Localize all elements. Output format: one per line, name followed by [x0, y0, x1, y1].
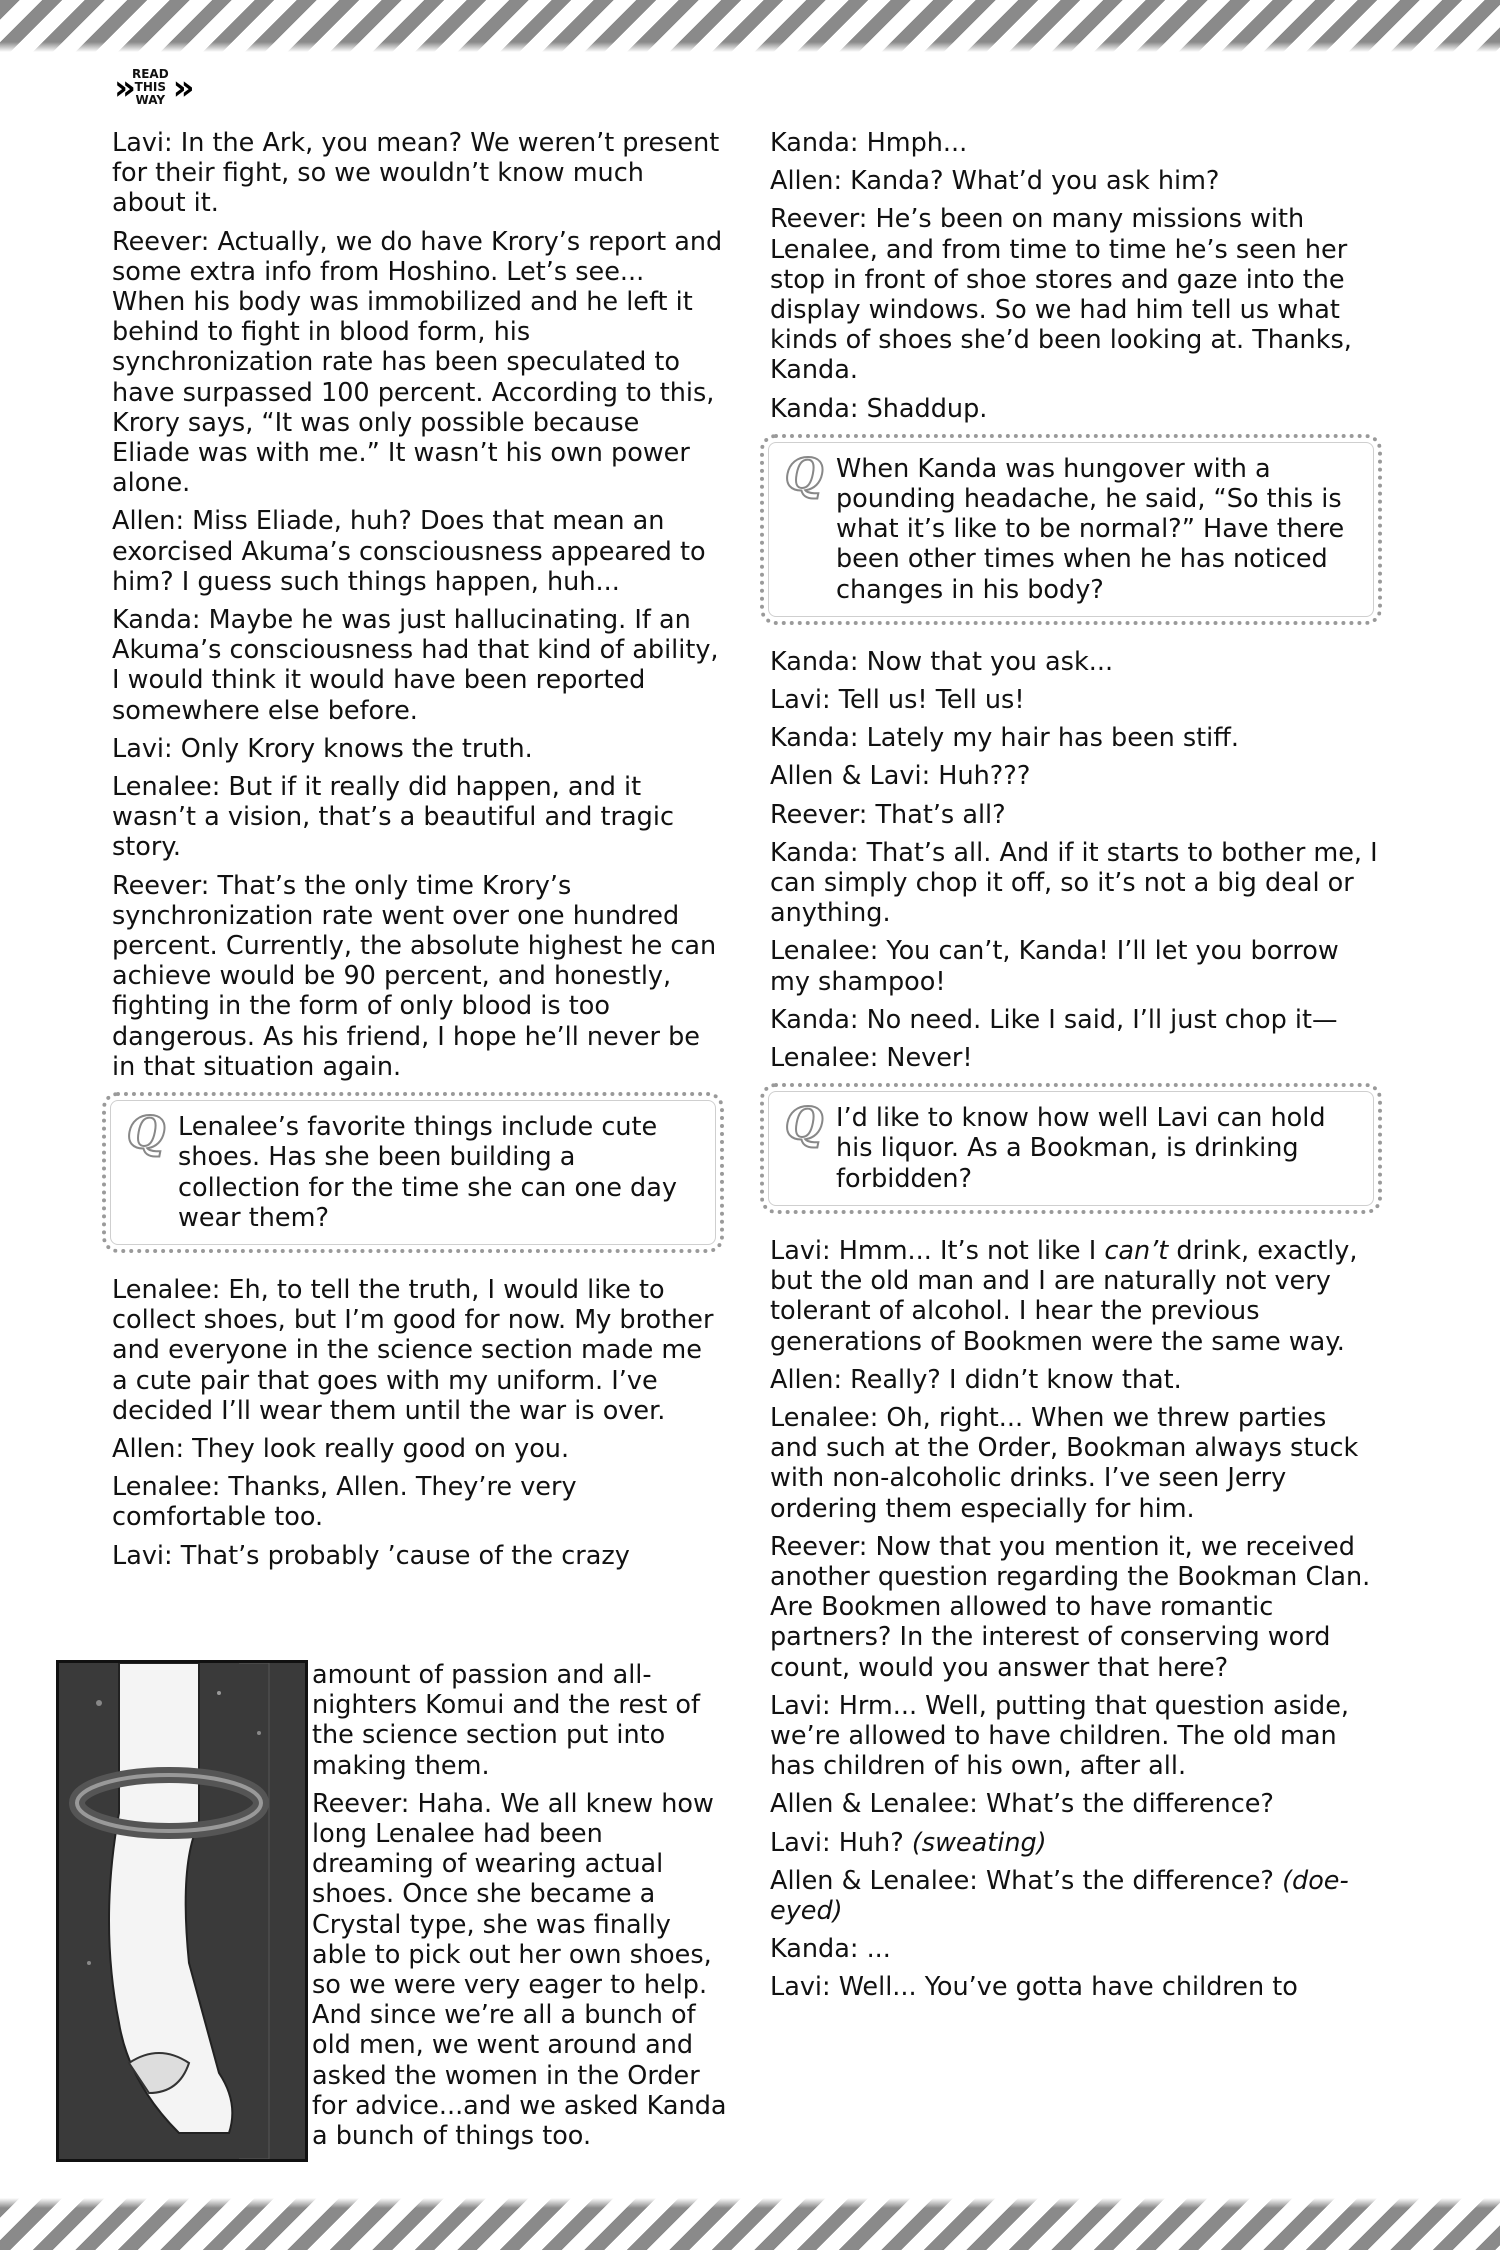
wrap-text-block — [312, 1660, 732, 2151]
shoe-illustration — [56, 1660, 308, 2162]
dialogue-line: Lavi: Hmm... It’s not like I can’t drink, exactly, but the old man and I are naturally not very tolerant of alcohol. I hear the previous generations of Bookmen were the same way. — [770, 1235, 1358, 1357]
dialogue-line: Lavi: Only Krory knows the truth. — [112, 733, 533, 764]
bottom-border-stripe — [0, 2198, 1500, 2250]
dialogue-line: Lenalee: You can’t, Kanda! I’ll let you borrow my shampoo! — [770, 936, 1339, 997]
dialogue-line: Lenalee: But if it really did happen, and it wasn’t a vision, that’s a beautiful and tragic story. — [112, 772, 674, 863]
dialogue-line: Lavi: Tell us! Tell us! — [770, 685, 1025, 716]
chevron-right-icon: » — [114, 67, 128, 108]
dialogue-line: Lavi: Well... You’ve gotta have children to — [770, 1972, 1298, 2003]
dialogue-line: Lavi: Hrm... Well, putting that question aside, we’re allowed to have children. The old man has children of his own, after all. — [770, 1690, 1349, 1782]
left-column — [112, 128, 724, 1571]
dialogue-line: Reever: That’s the only time Krory’s synchronization rate went over one hundred percent. Currently, the absolute highest he can achieve would be 90 percent, and honestly, fighting in the form of only blood is too dangerous. As his friend, I hope he’ll never be in that situation again. — [112, 870, 717, 1082]
top-border-stripe — [0, 0, 1500, 52]
dialogue-line: Lenalee: Never! — [770, 1043, 973, 1074]
read-this-way-badge — [114, 68, 187, 107]
dialogue-line: Reever: Actually, we do have Krory’s report and some extra info from Hoshino. Let’s see... When his body was immobilized and he left it behind to fight in blood form, his synchronization rate has been speculated to have surpassed 100 percent. According to this, Krory says, “It was only possible because Eliade was with me.” It wasn’t his own power alone. — [112, 226, 723, 499]
dialogue-line: Lenalee: Oh, right... When we threw parties and such at the Order, Bookman always stuck with non-alcoholic drinks. I’ve seen Jerry ordering them especially for him. — [770, 1402, 1359, 1524]
dialogue-continuation: amount of passion and all-nighters Komui and the rest of the science section put into making them. — [312, 1660, 701, 1781]
dialogue-line: Kanda: No need. Like I said, I’ll just chop it— — [770, 1004, 1338, 1035]
question-mark-icon: Q — [784, 449, 824, 501]
dialogue-line: Reever: Haha. We all knew how long Lenalee had been dreaming of wearing actual shoes. Once she became a Crystal type, she was finally able to pick out her own shoes, so we were very eager to help. And since we’re all a bunch of old men, we went around and asked the women in the Order for advice...and we asked Kanda a bunch of things too. — [312, 1788, 727, 2152]
dialogue-line: Allen: They look really good on you. — [112, 1433, 570, 1464]
dialogue-line: Allen: Really? I didn’t know that. — [770, 1364, 1182, 1395]
dialogue-line: Kanda: Hmph... — [770, 128, 968, 158]
dialogue-line: Allen: Miss Eliade, huh? Does that mean an exorcised Akuma’s consciousness appeared to him? I guess such things happen, huh... — [112, 506, 706, 597]
dialogue-line: Reever: He’s been on many missions with Lenalee, and from time to time he’s seen her stop in front of shoe stores and gaze into the display windows. So we had him tell us what kinds of shoes she’d been looking at. Thanks, Kanda. — [770, 204, 1352, 386]
dialogue-line: Kanda: Maybe he was just hallucinating. If an Akuma’s consciousness had that kind of ability, I would think it would have been reported somewhere else before. — [112, 605, 719, 726]
question-mark-icon: Q — [126, 1108, 166, 1160]
dialogue-line: Kanda: ... — [770, 1934, 891, 1965]
dialogue-line: Lenalee: Thanks, Allen. They’re very comfortable too. — [112, 1472, 577, 1533]
reader-question-box — [102, 1092, 724, 1253]
dialogue-line: Kanda: Shaddup. — [770, 393, 988, 424]
shoe-drawing — [59, 1663, 305, 2159]
dialogue-line: Kanda: Lately my hair has been stiff. — [770, 723, 1239, 754]
dialogue-line: Allen & Lenalee: What’s the difference? (doe-eyed) — [770, 1865, 1349, 1926]
dialogue-line: Kanda: That’s all. And if it starts to bother me, I can simply chop it off, so it’s not a big deal or anything. — [770, 837, 1378, 929]
right-column — [770, 128, 1382, 2003]
dialogue-line: Lavi: That’s probably ’cause of the crazy — [112, 1540, 630, 1571]
dialogue-line: Lavi: In the Ark, you mean? We weren’t present for their fight, so we wouldn’t know much about it. — [112, 128, 720, 219]
dialogue-line: Reever: Now that you mention it, we received another question regarding the Bookman Clan. Are Bookmen allowed to have romantic partners? In the interest of conserving word count, would you answer that here? — [770, 1531, 1371, 1683]
dialogue-line: Allen: Kanda? What’d you ask him? — [770, 166, 1220, 197]
reader-question-box — [760, 1083, 1382, 1214]
question-text: I’d like to know how well Lavi can hold his liquor. As a Bookman, is drinking forbidden? — [836, 1103, 1326, 1194]
dialogue-line: Reever: That’s all? — [770, 799, 1006, 830]
question-text: Lenalee’s favorite things include cute shoes. Has she been building a collection for the time she can one day wear them? — [178, 1112, 677, 1233]
dialogue-line: Allen & Lavi: Huh??? — [770, 761, 1031, 792]
question-mark-icon: Q — [784, 1099, 824, 1151]
chevron-right-icon: » — [172, 67, 187, 108]
question-text: When Kanda was hungover with a pounding headache, he said, “So this is what it’s like to be normal?” Have there been other times when he has noticed changes in his body? — [836, 453, 1345, 605]
dialogue-line: Lenalee: Eh, to tell the truth, I would like to collect shoes, but I’m good for now. My brother and everyone in the science section made me a cute pair that goes with my uniform. I’ve decided I’ll wear them until the war is over. — [112, 1274, 714, 1426]
dialogue-line: Allen & Lenalee: What’s the difference? — [770, 1789, 1274, 1820]
dialogue-line: Lavi: Huh? (sweating) — [770, 1827, 1047, 1858]
read-this-way-text: READ THIS WAY — [131, 67, 169, 107]
reader-question-box — [760, 434, 1382, 625]
dialogue-line: Kanda: Now that you ask... — [770, 646, 1114, 677]
